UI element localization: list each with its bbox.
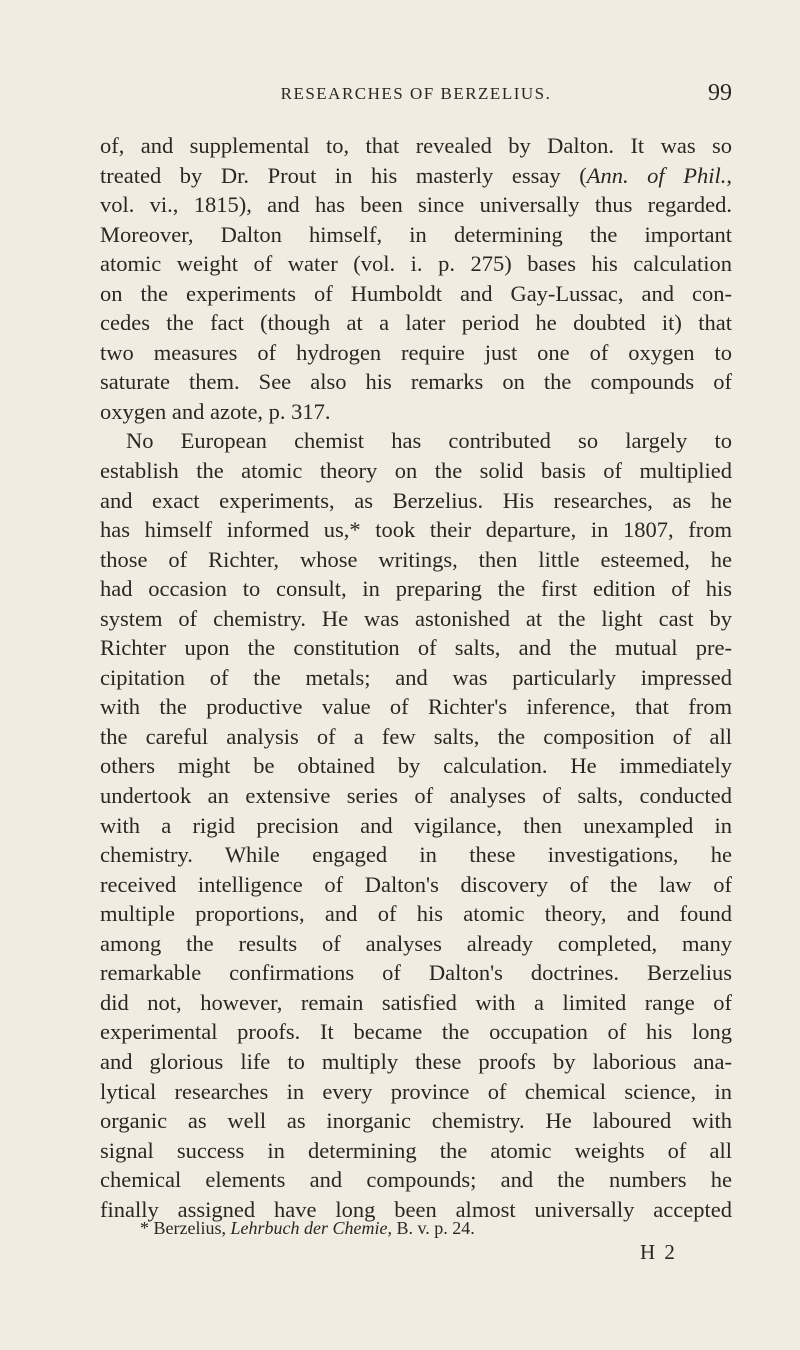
text-line-27: multiple proportions, and of his atomic theory, and found — [100, 901, 732, 927]
text-line-16: had occasion to consult, in preparing the first edition of his — [100, 576, 732, 602]
signature-mark: H 2 — [640, 1240, 677, 1264]
text-line-35: signal success in determining the atomic weights of all — [100, 1137, 732, 1163]
footnote-marker: * — [140, 1218, 149, 1238]
footnote-title: Lehrbuch der Chemie, — [230, 1218, 392, 1238]
footnote-ref: B. v. p. 24. — [396, 1218, 475, 1238]
text-line-11: No European chemist has contributed so largely to — [126, 428, 732, 454]
text-line-2: treated by Dr. Prout in his masterly essay (Ann. of Phil., — [100, 162, 732, 188]
text-line-23: undertook an extensive series of analyses of salts, conducted — [100, 783, 732, 809]
text-line-25: chemistry. While engaged in these investigations, he — [100, 842, 732, 868]
text-line-7: cedes the fact (though at a later period he doubted it) that — [100, 310, 732, 336]
text-line-8: two measures of hydrogen require just one of oxygen to — [100, 339, 732, 365]
text-line-18: Richter upon the constitution of salts, and the mutual pre- — [100, 635, 732, 661]
text-line-21: the careful analysis of a few salts, the composition of all — [100, 723, 732, 749]
text-line-28: among the results of analyses already completed, many — [100, 930, 732, 956]
footnote-author: Berzelius, — [153, 1218, 226, 1238]
citation-italic: Ann. of Phil. — [586, 162, 727, 188]
text-line-10: oxygen and azote, p. 317. — [100, 398, 331, 424]
footnote — [140, 1217, 700, 1239]
running-head: RESEARCHES OF BERZELIUS. — [280, 84, 552, 103]
text-line-32: and glorious life to multiply these proofs by laborious ana- — [100, 1048, 732, 1074]
text-line-6: on the experiments of Humboldt and Gay-Lussac, and con- — [100, 280, 732, 306]
body-text — [100, 131, 732, 1224]
text-line-15: those of Richter, whose writings, then little esteemed, he — [100, 546, 732, 572]
text-line-37: finally assigned have long been almost universally accepted — [100, 1196, 732, 1222]
text-line-12: establish the atomic theory on the solid basis of multiplied — [100, 458, 732, 484]
text-line-17: system of chemistry. He was astonished at the light cast by — [100, 605, 732, 631]
text-line-1: of, and supplemental to, that revealed by Dalton. It was so — [100, 133, 732, 158]
text-line-34: organic as well as inorganic chemistry. He laboured with — [100, 1108, 732, 1134]
text-line-5: atomic weight of water (vol. i. p. 275) bases his calculation — [100, 251, 732, 277]
text-line-19: cipitation of the metals; and was particularly impressed — [100, 664, 732, 690]
text-line-31: experimental proofs. It became the occupation of his long — [100, 1019, 732, 1045]
text-line-36: chemical elements and compounds; and the numbers he — [100, 1167, 732, 1193]
text-line-13: and exact experiments, as Berzelius. His researches, as he — [100, 487, 732, 513]
text-line-14: has himself informed us,* took their departure, in 1807, from — [100, 517, 732, 543]
text-line-30: did not, however, remain satisfied with a limited range of — [100, 989, 732, 1015]
text-line-33: lytical researches in every province of chemical science, in — [100, 1078, 732, 1104]
text-line-3: vol. vi., 1815), and has been since universally thus regarded. — [100, 192, 732, 218]
page-number: 99 — [708, 80, 732, 106]
text-line-20: with the productive value of Richter's inference, that from — [100, 694, 732, 720]
text-line-4: Moreover, Dalton himself, in determining the important — [100, 221, 732, 247]
text-line-29: remarkable confirmations of Dalton's doctrines. Berzelius — [100, 960, 732, 986]
page-header — [100, 80, 732, 110]
text-line-22: others might be obtained by calculation. He immediately — [100, 753, 732, 779]
text-line-24: with a rigid precision and vigilance, then unexampled in — [100, 812, 732, 838]
text-line-9: saturate them. See also his remarks on the compounds of — [100, 369, 732, 395]
text-line-26: received intelligence of Dalton's discovery of the law of — [100, 871, 732, 897]
